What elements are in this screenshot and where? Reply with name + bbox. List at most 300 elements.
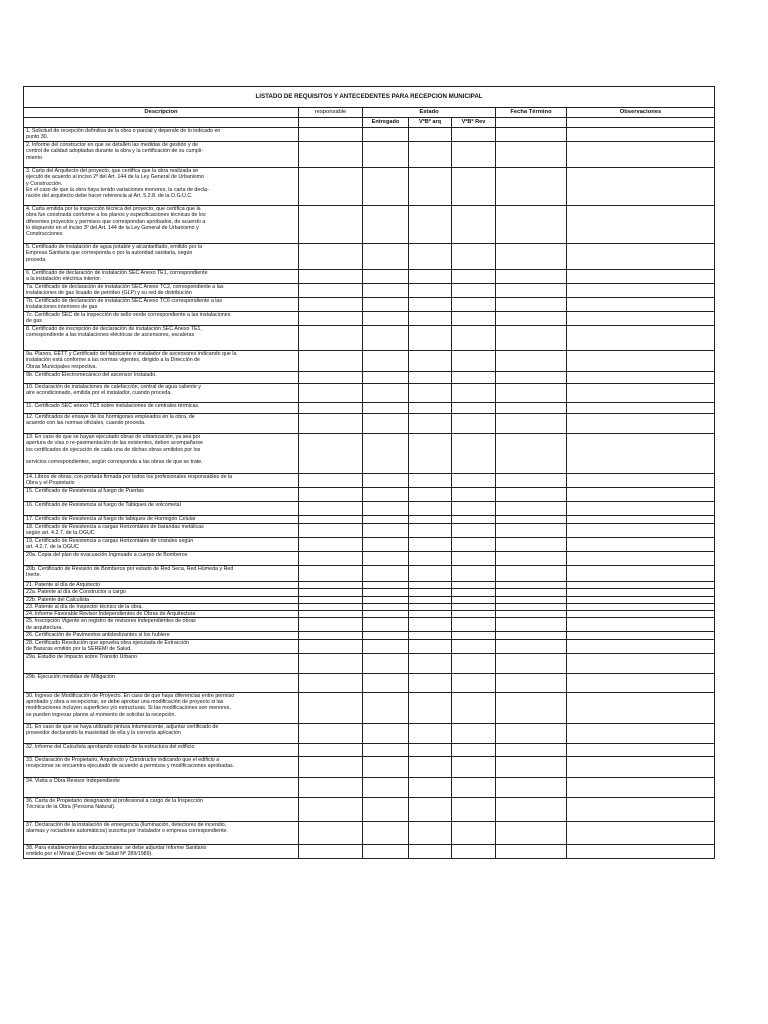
- fecha-termino-cell[interactable]: [496, 603, 567, 610]
- observaciones-cell[interactable]: [567, 639, 715, 653]
- vb-arq-cell[interactable]: [409, 777, 452, 797]
- requirement-row: [24, 284, 715, 298]
- observaciones-cell[interactable]: [567, 384, 715, 403]
- responsable-cell[interactable]: [299, 632, 363, 639]
- fecha-termino-cell[interactable]: [496, 206, 567, 244]
- header-vb-arq: VºBº arq: [409, 118, 452, 128]
- responsable-cell[interactable]: [299, 270, 363, 284]
- observaciones-cell[interactable]: [567, 844, 715, 858]
- fecha-termino-cell[interactable]: [496, 414, 567, 434]
- vb-arq-cell[interactable]: [409, 552, 452, 566]
- fecha-termino-cell[interactable]: [496, 653, 567, 673]
- vb-arq-cell[interactable]: [409, 142, 452, 168]
- fecha-termino-cell[interactable]: [496, 692, 567, 723]
- entregado-cell[interactable]: [363, 312, 409, 326]
- responsable-cell[interactable]: [299, 434, 363, 474]
- requirement-row: [24, 797, 715, 821]
- vb-arq-cell[interactable]: [409, 168, 452, 206]
- vb-rev-cell[interactable]: [452, 284, 496, 298]
- vb-arq-cell[interactable]: [409, 632, 452, 639]
- responsable-cell[interactable]: [299, 723, 363, 743]
- responsable-cell[interactable]: [299, 538, 363, 552]
- entregado-cell[interactable]: [363, 723, 409, 743]
- observaciones-cell[interactable]: [567, 434, 715, 474]
- vb-rev-cell[interactable]: [452, 244, 496, 270]
- vb-arq-cell[interactable]: [409, 516, 452, 524]
- entregado-cell[interactable]: [363, 474, 409, 488]
- vb-rev-cell[interactable]: [452, 723, 496, 743]
- requirement-row: [24, 632, 715, 639]
- responsable-cell[interactable]: [299, 589, 363, 596]
- requirement-description: 26. Certificación de Pavimentos antideslizantes si los hubiere: [24, 632, 299, 639]
- vb-rev-cell[interactable]: [452, 538, 496, 552]
- fecha-termino-cell[interactable]: [496, 403, 567, 414]
- vb-rev-cell[interactable]: [452, 270, 496, 284]
- requirement-row: [24, 326, 715, 351]
- responsable-cell[interactable]: [299, 777, 363, 797]
- observaciones-cell[interactable]: [567, 611, 715, 618]
- vb-rev-cell[interactable]: [452, 692, 496, 723]
- responsable-cell[interactable]: [299, 673, 363, 692]
- observaciones-cell[interactable]: [567, 797, 715, 821]
- fecha-termino-cell[interactable]: [496, 797, 567, 821]
- vb-rev-cell[interactable]: [452, 384, 496, 403]
- observaciones-cell[interactable]: [567, 632, 715, 639]
- observaciones-cell[interactable]: [567, 168, 715, 206]
- vb-arq-cell[interactable]: [409, 384, 452, 403]
- fecha-termino-cell[interactable]: [496, 632, 567, 639]
- entregado-cell[interactable]: [363, 403, 409, 414]
- requirement-description: 5. Certificado de instalación de agua potable y alcantarillado, emitido por la Empresa Sanitaria que corresponda o por la autoridad sanitaria, según proceda.: [24, 244, 299, 270]
- entregado-cell[interactable]: [363, 589, 409, 596]
- title-row: [24, 87, 715, 108]
- entregado-cell[interactable]: [363, 566, 409, 582]
- observaciones-cell[interactable]: [567, 596, 715, 603]
- fecha-termino-cell[interactable]: [496, 326, 567, 351]
- requirement-row: [24, 618, 715, 632]
- responsable-cell[interactable]: [299, 128, 363, 142]
- vb-rev-cell[interactable]: [452, 756, 496, 777]
- fecha-termino-cell[interactable]: [496, 639, 567, 653]
- vb-arq-cell[interactable]: [409, 284, 452, 298]
- observaciones-cell[interactable]: [567, 538, 715, 552]
- fecha-termino-cell[interactable]: [496, 821, 567, 844]
- requirement-row: [24, 777, 715, 797]
- requirement-row: [24, 372, 715, 384]
- vb-arq-cell[interactable]: [409, 673, 452, 692]
- requirement-description: 3. Carta del Arquitecto del proyecto, que certifica que la obra realizada se ejecutó de acuerdo al inciso 2º del Art. 144 de la Ley General de Urbanismo y Construcción. En el caso de que la obra haya tenido variaciones menores, la carta de decla- ración del arquitecto debe hacer referencia al Art. 5.2.8. de la O.G.U.C.: [24, 168, 299, 206]
- observaciones-cell[interactable]: [567, 206, 715, 244]
- vb-rev-cell[interactable]: [452, 589, 496, 596]
- responsable-cell[interactable]: [299, 692, 363, 723]
- vb-rev-cell[interactable]: [452, 351, 496, 372]
- observaciones-cell[interactable]: [567, 723, 715, 743]
- requirement-description: 37. Declaración de la instalación de emergencia (iluminación, detectores de incendio, alarmas y rociadores automáticos) suscrita por Instalador o empresa correspondiente.: [24, 821, 299, 844]
- vb-rev-cell[interactable]: [452, 653, 496, 673]
- entregado-cell[interactable]: [363, 326, 409, 351]
- responsable-cell[interactable]: [299, 403, 363, 414]
- observaciones-cell[interactable]: [567, 777, 715, 797]
- fecha-termino-cell[interactable]: [496, 844, 567, 858]
- fecha-termino-cell[interactable]: [496, 723, 567, 743]
- vb-arq-cell[interactable]: [409, 618, 452, 632]
- requirement-row: [24, 673, 715, 692]
- fecha-termino-cell[interactable]: [496, 524, 567, 538]
- requirement-description: 13. En caso de que se hayan ejecutado obras de urbanización, ya sea por apertura de vías o re-pavimentación de las existentes, deben acompañarse los certificados de ejecución de cada una de dichas obras emitidos por los servicios correspondientes, según corresponda a las obras de que se trate.: [24, 434, 299, 474]
- entregado-cell[interactable]: [363, 128, 409, 142]
- requirement-row: [24, 821, 715, 844]
- observaciones-cell[interactable]: [567, 589, 715, 596]
- responsable-cell[interactable]: [299, 474, 363, 488]
- requirement-description: 19. Certificado de Resistencia a cargas Horizontales de cristales según art. 4.2.7. de la OGUC: [24, 538, 299, 552]
- entregado-cell[interactable]: [363, 632, 409, 639]
- entregado-cell[interactable]: [363, 142, 409, 168]
- requirement-row: [24, 639, 715, 653]
- fecha-termino-cell[interactable]: [496, 566, 567, 582]
- vb-rev-cell[interactable]: [452, 474, 496, 488]
- fecha-termino-cell[interactable]: [496, 270, 567, 284]
- responsable-cell[interactable]: [299, 611, 363, 618]
- vb-rev-cell[interactable]: [452, 632, 496, 639]
- fecha-termino-cell[interactable]: [496, 474, 567, 488]
- responsable-cell[interactable]: [299, 312, 363, 326]
- observaciones-cell[interactable]: [567, 582, 715, 589]
- vb-rev-cell[interactable]: [452, 128, 496, 142]
- fecha-termino-cell[interactable]: [496, 284, 567, 298]
- vb-arq-cell[interactable]: [409, 844, 452, 858]
- vb-rev-cell[interactable]: [452, 743, 496, 756]
- requirement-row: [24, 582, 715, 589]
- requirements-table: [23, 86, 715, 859]
- observaciones-cell[interactable]: [567, 312, 715, 326]
- fecha-termino-cell[interactable]: [496, 618, 567, 632]
- entregado-cell[interactable]: [363, 596, 409, 603]
- entregado-cell[interactable]: [363, 414, 409, 434]
- vb-rev-cell[interactable]: [452, 844, 496, 858]
- responsable-cell[interactable]: [299, 524, 363, 538]
- vb-rev-cell[interactable]: [452, 434, 496, 474]
- observaciones-cell[interactable]: [567, 603, 715, 610]
- fecha-termino-cell[interactable]: [496, 589, 567, 596]
- responsable-cell[interactable]: [299, 639, 363, 653]
- requirement-description: 9a. Planos, EETT y Certificado del fabricante o instalador de ascensores indicando que la instalación está conforme a las normas vigentes, dirigido a la Dirección de Obras Municipales respectiva.: [24, 351, 299, 372]
- fecha-termino-cell[interactable]: [496, 538, 567, 552]
- vb-arq-cell[interactable]: [409, 488, 452, 502]
- responsable-cell[interactable]: [299, 488, 363, 502]
- vb-arq-cell[interactable]: [409, 128, 452, 142]
- vb-arq-cell[interactable]: [409, 538, 452, 552]
- entregado-cell[interactable]: [363, 502, 409, 516]
- header-entregado: Entregado: [363, 118, 409, 128]
- vb-rev-cell[interactable]: [452, 516, 496, 524]
- responsable-cell[interactable]: [299, 142, 363, 168]
- entregado-cell[interactable]: [363, 298, 409, 312]
- requirement-row: [24, 844, 715, 858]
- vb-rev-cell[interactable]: [452, 618, 496, 632]
- entregado-cell[interactable]: [363, 618, 409, 632]
- vb-rev-cell[interactable]: [452, 524, 496, 538]
- observaciones-cell[interactable]: [567, 298, 715, 312]
- subheader-row: [24, 118, 715, 128]
- responsable-cell[interactable]: [299, 244, 363, 270]
- vb-rev-cell[interactable]: [452, 596, 496, 603]
- fecha-termino-cell[interactable]: [496, 552, 567, 566]
- vb-rev-cell[interactable]: [452, 639, 496, 653]
- fecha-termino-cell[interactable]: [496, 351, 567, 372]
- vb-rev-cell[interactable]: [452, 298, 496, 312]
- responsable-cell[interactable]: [299, 298, 363, 312]
- observaciones-cell[interactable]: [567, 474, 715, 488]
- observaciones-cell[interactable]: [567, 270, 715, 284]
- fecha-termino-cell[interactable]: [496, 756, 567, 777]
- entregado-cell[interactable]: [363, 673, 409, 692]
- requirement-description: 32. Informe del Calculista aprobando estado de la estructura del edificio: [24, 743, 299, 756]
- observaciones-cell[interactable]: [567, 284, 715, 298]
- entregado-cell[interactable]: [363, 384, 409, 403]
- vb-arq-cell[interactable]: [409, 692, 452, 723]
- vb-rev-cell[interactable]: [452, 603, 496, 610]
- vb-rev-cell[interactable]: [452, 797, 496, 821]
- requirement-row: [24, 653, 715, 673]
- vb-arq-cell[interactable]: [409, 326, 452, 351]
- vb-arq-cell[interactable]: [409, 596, 452, 603]
- vb-arq-cell[interactable]: [409, 639, 452, 653]
- fecha-termino-cell[interactable]: [496, 372, 567, 384]
- observaciones-cell[interactable]: [567, 516, 715, 524]
- fecha-termino-cell[interactable]: [496, 582, 567, 589]
- vb-arq-cell[interactable]: [409, 206, 452, 244]
- responsable-cell[interactable]: [299, 372, 363, 384]
- vb-arq-cell[interactable]: [409, 821, 452, 844]
- requirement-description: 7b. Certificado de declaración de instalación SEC Anexo TC6 correspondiente a las instalaciones interiores de gas: [24, 298, 299, 312]
- vb-arq-cell[interactable]: [409, 312, 452, 326]
- vb-rev-cell[interactable]: [452, 372, 496, 384]
- observaciones-cell[interactable]: [567, 653, 715, 673]
- vb-rev-cell[interactable]: [452, 206, 496, 244]
- requirement-description: 21. Patente al día de Arquitecto: [24, 582, 299, 589]
- observaciones-cell[interactable]: [567, 488, 715, 502]
- requirement-row: [24, 403, 715, 414]
- observaciones-cell[interactable]: [567, 743, 715, 756]
- vb-arq-cell[interactable]: [409, 723, 452, 743]
- vb-arq-cell[interactable]: [409, 611, 452, 618]
- vb-rev-cell[interactable]: [452, 821, 496, 844]
- vb-arq-cell[interactable]: [409, 743, 452, 756]
- observaciones-cell[interactable]: [567, 351, 715, 372]
- requirement-description: 28. Certificado Resolución que aprueba obra ejecutada de Extracción de Basuras emitido por la SEREMI de Salud.: [24, 639, 299, 653]
- responsable-cell[interactable]: [299, 168, 363, 206]
- entregado-cell[interactable]: [363, 653, 409, 673]
- entregado-cell[interactable]: [363, 538, 409, 552]
- vb-arq-cell[interactable]: [409, 566, 452, 582]
- fecha-termino-cell[interactable]: [496, 434, 567, 474]
- entregado-cell[interactable]: [363, 821, 409, 844]
- vb-rev-cell[interactable]: [452, 142, 496, 168]
- observaciones-cell[interactable]: [567, 244, 715, 270]
- requirement-description: 25. Inscripción Vigente en registro de revisores independientes de obras de arquitectura.: [24, 618, 299, 632]
- entregado-cell[interactable]: [363, 351, 409, 372]
- fecha-termino-cell[interactable]: [496, 312, 567, 326]
- vb-arq-cell[interactable]: [409, 589, 452, 596]
- requirement-description: 20a. Copia del plan de evacuación Ingresado a cuerpo de Bomberos: [24, 552, 299, 566]
- responsable-cell[interactable]: [299, 326, 363, 351]
- vb-rev-cell[interactable]: [452, 312, 496, 326]
- responsable-cell[interactable]: [299, 603, 363, 610]
- requirement-row: [24, 168, 715, 206]
- vb-rev-cell[interactable]: [452, 582, 496, 589]
- fecha-termino-cell[interactable]: [496, 244, 567, 270]
- responsable-cell[interactable]: [299, 797, 363, 821]
- observaciones-cell[interactable]: [567, 502, 715, 516]
- responsable-cell[interactable]: [299, 384, 363, 403]
- fecha-termino-cell[interactable]: [496, 168, 567, 206]
- requirement-description: 24. Informe Favorable Revisor Independientes de Obras de Arquitectura: [24, 611, 299, 618]
- responsable-cell[interactable]: [299, 502, 363, 516]
- observaciones-cell[interactable]: [567, 618, 715, 632]
- fecha-termino-cell[interactable]: [496, 516, 567, 524]
- responsable-cell[interactable]: [299, 351, 363, 372]
- entregado-cell[interactable]: [363, 582, 409, 589]
- vb-rev-cell[interactable]: [452, 168, 496, 206]
- entregado-cell[interactable]: [363, 434, 409, 474]
- entregado-cell[interactable]: [363, 372, 409, 384]
- requirements-body: [24, 128, 715, 859]
- vb-rev-cell[interactable]: [452, 552, 496, 566]
- responsable-cell[interactable]: [299, 516, 363, 524]
- vb-arq-cell[interactable]: [409, 797, 452, 821]
- vb-arq-cell[interactable]: [409, 653, 452, 673]
- responsable-cell[interactable]: [299, 284, 363, 298]
- responsable-cell[interactable]: [299, 596, 363, 603]
- entregado-cell[interactable]: [363, 524, 409, 538]
- observaciones-cell[interactable]: [567, 756, 715, 777]
- entregado-cell[interactable]: [363, 756, 409, 777]
- vb-arq-cell[interactable]: [409, 756, 452, 777]
- fecha-termino-cell[interactable]: [496, 502, 567, 516]
- fecha-termino-cell[interactable]: [496, 596, 567, 603]
- entregado-cell[interactable]: [363, 270, 409, 284]
- entregado-cell[interactable]: [363, 552, 409, 566]
- responsable-cell[interactable]: [299, 618, 363, 632]
- vb-arq-cell[interactable]: [409, 474, 452, 488]
- requirement-description: 20b. Certificado de Revisión de Bomberos por estado de Red Seca, Red Húmeda y Red Inerte.: [24, 566, 299, 582]
- entregado-cell[interactable]: [363, 516, 409, 524]
- entregado-cell[interactable]: [363, 611, 409, 618]
- fecha-termino-cell[interactable]: [496, 488, 567, 502]
- fecha-termino-cell[interactable]: [496, 384, 567, 403]
- fecha-termino-cell[interactable]: [496, 743, 567, 756]
- responsable-cell[interactable]: [299, 653, 363, 673]
- observaciones-cell[interactable]: [567, 552, 715, 566]
- header-descripcion: Descripcion: [24, 108, 299, 118]
- vb-arq-cell[interactable]: [409, 524, 452, 538]
- vb-rev-cell[interactable]: [452, 502, 496, 516]
- entregado-cell[interactable]: [363, 777, 409, 797]
- responsable-cell[interactable]: [299, 206, 363, 244]
- fecha-termino-cell[interactable]: [496, 673, 567, 692]
- observaciones-cell[interactable]: [567, 142, 715, 168]
- observaciones-cell[interactable]: [567, 524, 715, 538]
- vb-rev-cell[interactable]: [452, 566, 496, 582]
- responsable-cell[interactable]: [299, 756, 363, 777]
- vb-arq-cell[interactable]: [409, 414, 452, 434]
- entregado-cell[interactable]: [363, 639, 409, 653]
- observaciones-cell[interactable]: [567, 821, 715, 844]
- observaciones-cell[interactable]: [567, 673, 715, 692]
- vb-rev-cell[interactable]: [452, 403, 496, 414]
- vb-arq-cell[interactable]: [409, 582, 452, 589]
- vb-arq-cell[interactable]: [409, 603, 452, 610]
- vb-rev-cell[interactable]: [452, 673, 496, 692]
- responsable-cell[interactable]: [299, 414, 363, 434]
- vb-arq-cell[interactable]: [409, 502, 452, 516]
- vb-arq-cell[interactable]: [409, 372, 452, 384]
- fecha-termino-cell[interactable]: [496, 142, 567, 168]
- entregado-cell[interactable]: [363, 488, 409, 502]
- requirement-description: 15. Certificado de Resistencia al fuego de Puertas: [24, 488, 299, 502]
- vb-rev-cell[interactable]: [452, 414, 496, 434]
- entregado-cell[interactable]: [363, 797, 409, 821]
- observaciones-cell[interactable]: [567, 128, 715, 142]
- subheader-blank-desc: [24, 118, 299, 128]
- sheet-title: LISTADO DE REQUISITOS Y ANTECEDENTES PARA RECEPCION MUNICIPAL: [24, 87, 715, 108]
- vb-rev-cell[interactable]: [452, 488, 496, 502]
- vb-rev-cell[interactable]: [452, 777, 496, 797]
- header-row: [24, 108, 715, 118]
- vb-arq-cell[interactable]: [409, 351, 452, 372]
- requirement-description: 30. Ingreso de Modificación de Proyecto. En caso de que haya diferencias entre permiso aprobado y obra a recepcionar, se debe aprobar una modificación de proyecto si las modificaciones incluyen superficies y/o estructuras. Si las modificaciones son menores, se pueden ingresar planos al momento de solicitar la recepción.: [24, 692, 299, 723]
- requirement-description: 18. Certificado de Resistencia a cargas Horizontales de barandas metálicas según art. 4.2.7. de la OGUC: [24, 524, 299, 538]
- vb-arq-cell[interactable]: [409, 298, 452, 312]
- responsable-cell[interactable]: [299, 582, 363, 589]
- responsable-cell[interactable]: [299, 552, 363, 566]
- fecha-termino-cell[interactable]: [496, 298, 567, 312]
- responsable-cell[interactable]: [299, 821, 363, 844]
- vb-rev-cell[interactable]: [452, 611, 496, 618]
- vb-arq-cell[interactable]: [409, 434, 452, 474]
- observaciones-cell[interactable]: [567, 566, 715, 582]
- requirement-description: 31. En caso de que se haya utilizado pintura intumescente, adjuntar certificado de proveedor declarando la masividad de ella y la correcta aplicación: [24, 723, 299, 743]
- fecha-termino-cell[interactable]: [496, 611, 567, 618]
- entregado-cell[interactable]: [363, 284, 409, 298]
- fecha-termino-cell[interactable]: [496, 777, 567, 797]
- requirement-row: [24, 244, 715, 270]
- observaciones-cell[interactable]: [567, 403, 715, 414]
- responsable-cell[interactable]: [299, 743, 363, 756]
- vb-arq-cell[interactable]: [409, 270, 452, 284]
- vb-arq-cell[interactable]: [409, 403, 452, 414]
- requirement-row: [24, 474, 715, 488]
- observaciones-cell[interactable]: [567, 692, 715, 723]
- requirement-row: [24, 743, 715, 756]
- entregado-cell[interactable]: [363, 692, 409, 723]
- entregado-cell[interactable]: [363, 168, 409, 206]
- vb-rev-cell[interactable]: [452, 326, 496, 351]
- vb-arq-cell[interactable]: [409, 244, 452, 270]
- entregado-cell[interactable]: [363, 743, 409, 756]
- observaciones-cell[interactable]: [567, 326, 715, 351]
- observaciones-cell[interactable]: [567, 372, 715, 384]
- responsable-cell[interactable]: [299, 566, 363, 582]
- observaciones-cell[interactable]: [567, 414, 715, 434]
- entregado-cell[interactable]: [363, 844, 409, 858]
- entregado-cell[interactable]: [363, 206, 409, 244]
- responsable-cell[interactable]: [299, 844, 363, 858]
- entregado-cell[interactable]: [363, 244, 409, 270]
- requirement-description: 34. Visita a Obra Revisor Independiente: [24, 777, 299, 797]
- fecha-termino-cell[interactable]: [496, 128, 567, 142]
- entregado-cell[interactable]: [363, 603, 409, 610]
